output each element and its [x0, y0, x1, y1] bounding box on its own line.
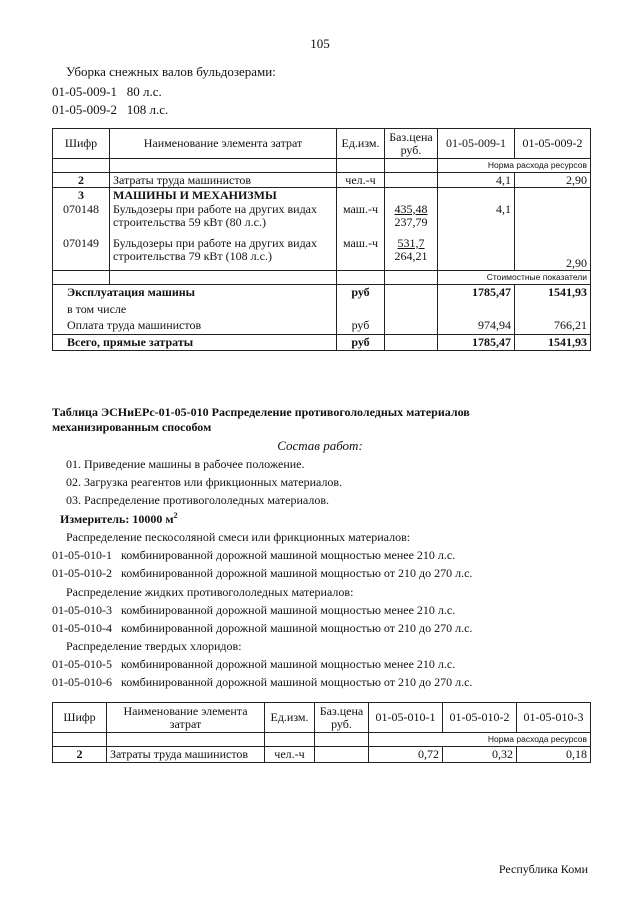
row-unit: чел.-ч — [337, 173, 385, 188]
cost-v1: 1785,47 — [438, 285, 515, 301]
section1-item-2 — [52, 102, 168, 118]
table-row — [53, 173, 591, 188]
cost-name: Эксплуатация машины — [53, 285, 337, 301]
section1-item-1 — [52, 84, 162, 100]
norm-label-row — [53, 159, 591, 173]
table-row — [53, 747, 591, 763]
row-code: 070148 — [53, 203, 110, 237]
item-code: 01-05-010-1 — [52, 548, 112, 562]
work-header: Состав работ: — [277, 438, 363, 453]
group-item — [52, 566, 472, 581]
row-name: Затраты труда машинистов — [107, 747, 265, 763]
item-desc: комбинированной дорожной машиной мощностью от 210 до 270 л.с. — [121, 675, 473, 689]
item-code: 01-05-009-2 — [52, 102, 117, 117]
cost-v2: 1541,93 — [515, 335, 591, 351]
cost-v1: 1785,47 — [438, 335, 515, 351]
row-price — [385, 237, 438, 271]
cost-v2: 766,21 — [515, 318, 591, 335]
group-item — [52, 621, 472, 636]
cost-unit: руб — [337, 318, 385, 335]
row-price-line1: 435,48 — [394, 202, 428, 216]
table-header-row — [53, 129, 591, 159]
col-header-v1: 01-05-009-1 — [438, 129, 515, 159]
cost-name: Оплата труда машинистов — [53, 318, 337, 335]
cost-row — [53, 285, 591, 301]
cost-row — [53, 318, 591, 335]
cost-label: Стоимостные показатели — [438, 271, 591, 285]
item-desc: комбинированной дорожной машиной мощностью от 210 до 270 л.с. — [121, 566, 473, 580]
col-header-name: Наименование элемента затрат — [110, 129, 337, 159]
item-code: 01-05-010-6 — [52, 675, 112, 689]
col-header-name: Наименование элемента затрат — [107, 703, 265, 733]
cost-v1: 974,94 — [438, 318, 515, 335]
cost-unit: руб — [337, 335, 385, 351]
row-v2: 0,32 — [443, 747, 517, 763]
row-v2: 2,90 — [515, 237, 591, 271]
cost-row — [53, 301, 591, 318]
cost-v2: 1541,93 — [515, 285, 591, 301]
cost-name: в том числе — [53, 301, 337, 318]
row-price-line2: 264,21 — [394, 248, 428, 263]
measure-unit — [60, 511, 178, 527]
item-desc: комбинированной дорожной машиной мощностью менее 210 л.с. — [121, 657, 456, 671]
col-header-v2: 01-05-009-2 — [515, 129, 591, 159]
row-code: 070149 — [53, 237, 110, 271]
col-header-code: Шифр — [53, 129, 110, 159]
row-v1: 4,1 — [438, 173, 515, 188]
row-name-line2: строительства 59 кВт (80 л.с.) — [113, 214, 266, 229]
norm-label: Норма расхода ресурсов — [438, 159, 591, 173]
item-desc: 80 л.с. — [126, 84, 162, 99]
row-name — [110, 237, 337, 271]
item-desc: комбинированной дорожной машиной мощностью менее 210 л.с. — [121, 548, 456, 562]
work-item: 02. Загрузка реагентов или фрикционных материалов. — [66, 475, 343, 489]
group-item — [52, 675, 472, 690]
norm-label: Норма расхода ресурсов — [369, 733, 591, 747]
row-price — [385, 173, 438, 188]
table-row — [53, 203, 591, 237]
col-header-v2: 01-05-010-2 — [443, 703, 517, 733]
cost-unit: руб — [337, 285, 385, 301]
row-price-line2: 237,79 — [394, 214, 428, 229]
item-code: 01-05-010-2 — [52, 566, 112, 580]
row-name — [110, 203, 337, 237]
cost-name: Всего, прямые затраты — [53, 335, 337, 351]
resources-table-1 — [52, 128, 591, 351]
row-price — [385, 203, 438, 237]
col-header-code: Шифр — [53, 703, 107, 733]
table-row — [53, 188, 591, 203]
row-v3: 0,18 — [517, 747, 591, 763]
measure-sup: 2 — [173, 511, 178, 520]
group-heading: Распределение твердых хлоридов: — [66, 639, 242, 653]
row-unit: маш.-ч — [337, 237, 385, 271]
group-item — [52, 548, 455, 563]
table-title-line2: механизированным способом — [52, 420, 212, 434]
col-header-unit: Ед.изм. — [337, 129, 385, 159]
row-v2: 2,90 — [515, 173, 591, 188]
item-code: 01-05-010-4 — [52, 621, 112, 635]
row-v1: 0,72 — [369, 747, 443, 763]
group-heading: Распределение жидких противогололедных материалов: — [66, 585, 354, 599]
work-item: 03. Распределение противогололедных материалов. — [66, 493, 329, 507]
row-name-line1: Бульдозеры при работе на других видах — [113, 236, 318, 250]
cost-label-row — [53, 271, 591, 285]
col-header-unit: Ед.изм. — [265, 703, 315, 733]
item-desc: 108 л.с. — [126, 102, 169, 117]
cost-row — [53, 335, 591, 351]
row-unit: маш.-ч — [337, 203, 385, 237]
work-item: 01. Приведение машины в рабочее положение. — [66, 457, 305, 471]
row-v1 — [438, 237, 515, 271]
page-number: 105 — [310, 36, 330, 51]
item-code: 01-05-010-3 — [52, 603, 112, 617]
norm-label-row — [53, 733, 591, 747]
resources-table-2 — [52, 702, 591, 763]
item-code: 01-05-010-5 — [52, 657, 112, 671]
row-name-line2: строительства 79 кВт (108 л.с.) — [113, 248, 272, 263]
table-header-row — [53, 703, 591, 733]
row-price-line1: 531,7 — [397, 236, 425, 250]
row-name: Затраты труда машинистов — [110, 173, 337, 188]
group-item — [52, 603, 455, 618]
row-code: 3 — [53, 188, 110, 203]
footer-region: Республика Коми — [498, 862, 588, 876]
row-code: 2 — [53, 173, 110, 188]
item-desc: комбинированной дорожной машиной мощностью менее 210 л.с. — [121, 603, 456, 617]
row-v2 — [515, 203, 591, 237]
col-header-price: Баз.цена руб. — [315, 703, 369, 733]
col-header-price: Баз.цена руб. — [385, 129, 438, 159]
item-code: 01-05-009-1 — [52, 84, 117, 99]
table-title-line1: Таблица ЭСНиЕРс-01-05-010 Распределение противогололедных материалов — [52, 405, 470, 419]
table-row — [53, 237, 591, 271]
measure-text: Измеритель: 10000 м — [60, 512, 174, 526]
row-price — [315, 747, 369, 763]
item-desc: комбинированной дорожной машиной мощностью от 210 до 270 л.с. — [121, 621, 473, 635]
col-header-v1: 01-05-010-1 — [369, 703, 443, 733]
group-item — [52, 657, 455, 672]
section1-title: Уборка снежных валов бульдозерами: — [66, 64, 276, 79]
group-heading: Распределение пескосоляной смеси или фрикционных материалов: — [66, 530, 411, 544]
row-code: 2 — [53, 747, 107, 763]
row-name: МАШИНЫ И МЕХАНИЗМЫ — [110, 188, 337, 203]
row-name-line1: Бульдозеры при работе на других видах — [113, 202, 318, 216]
row-unit: чел.-ч — [265, 747, 315, 763]
col-header-v3: 01-05-010-3 — [517, 703, 591, 733]
row-v1: 4,1 — [438, 203, 515, 237]
